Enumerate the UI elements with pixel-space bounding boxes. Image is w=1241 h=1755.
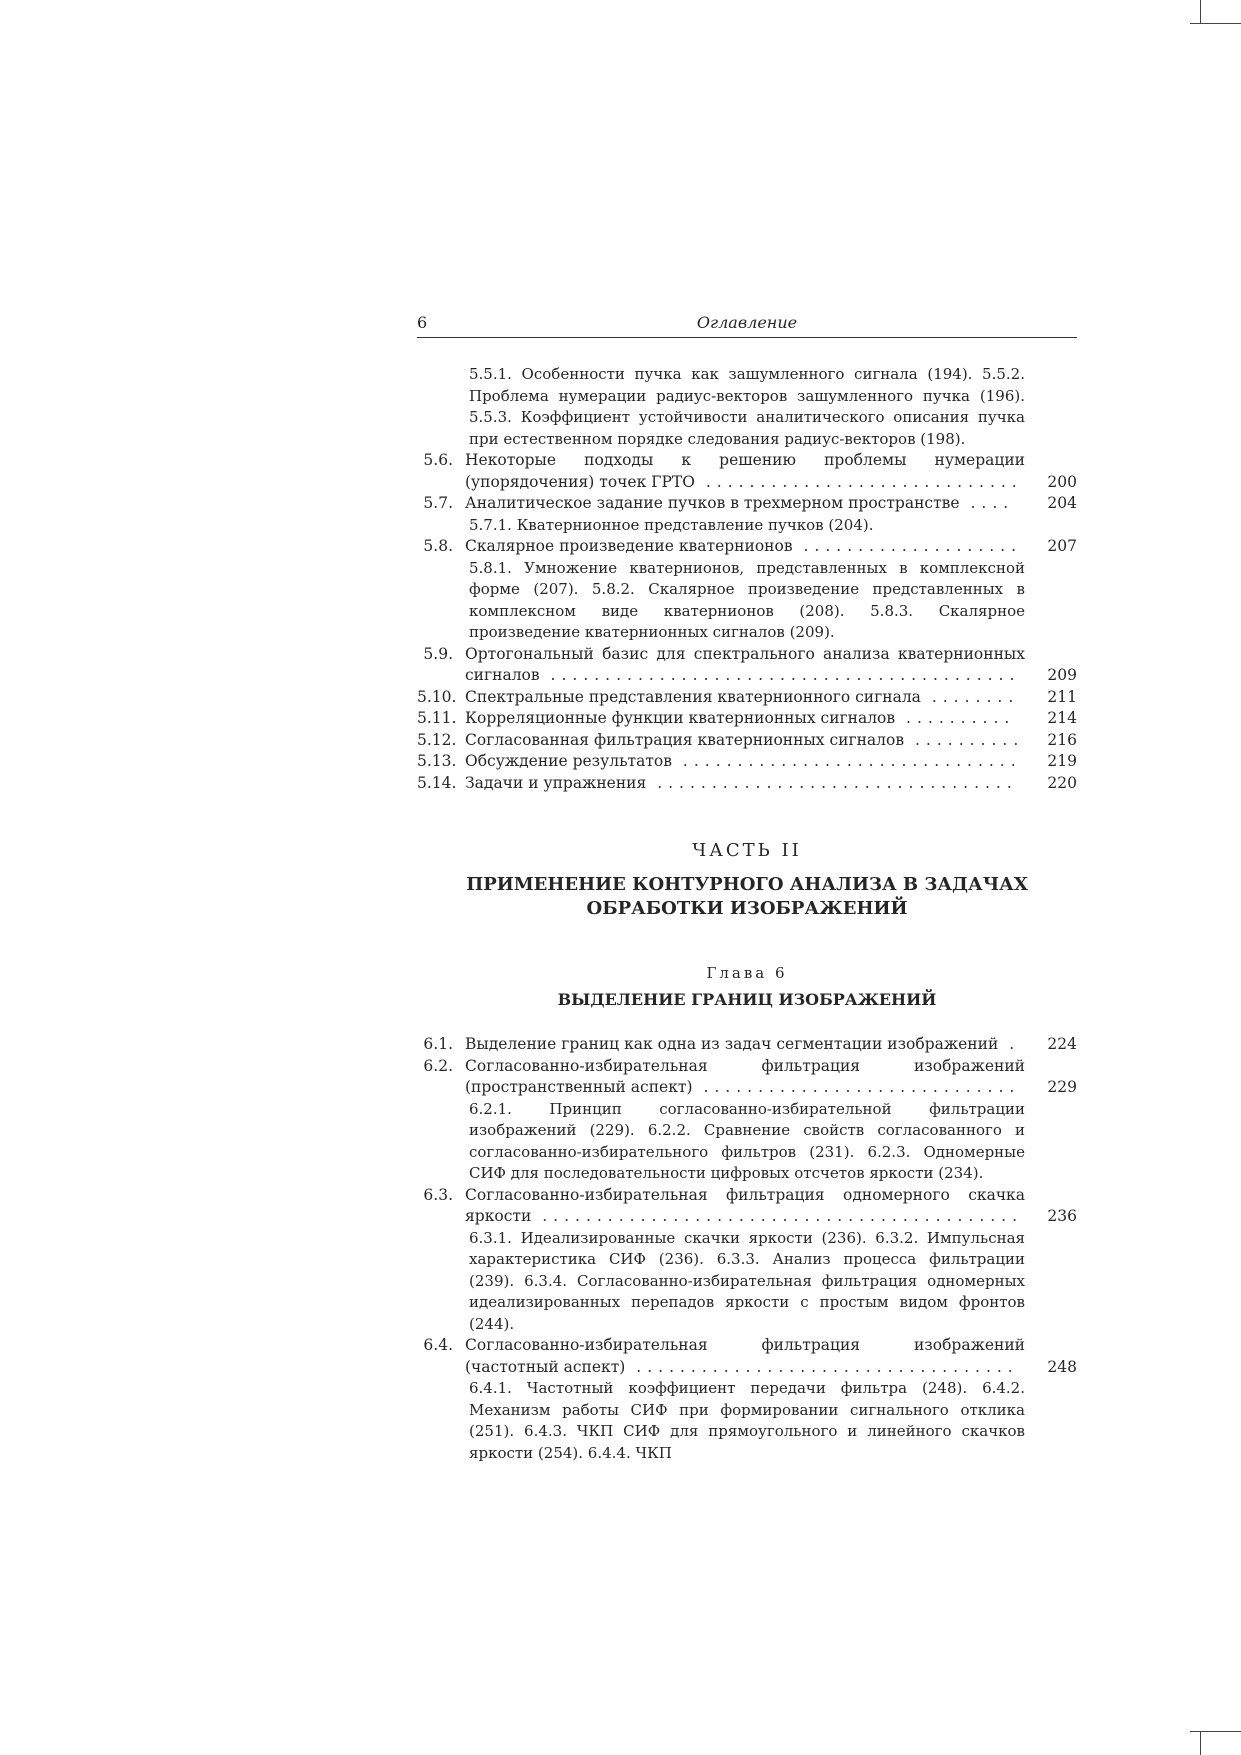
dot-leader: ....................	[792, 537, 1023, 555]
dot-leader: .............................	[692, 1078, 1021, 1096]
toc-entry-title: Согласованно-избирательная фильтрация изображений (частотный аспект)	[465, 1336, 1025, 1376]
toc-entry-title: Ортогональный базис для спектрального анализа кватернионных сигналов	[465, 644, 1025, 684]
dot-leader: .............................	[694, 472, 1023, 491]
toc-entry	[417, 773, 1077, 795]
toc-entry-title: Выделение границ как одна из задач сегментации изображений	[465, 1035, 999, 1053]
toc-entry-page: 248	[1047, 1357, 1077, 1376]
toc-entry-page: 216	[1047, 730, 1077, 749]
toc-entry-number: 6.2.	[423, 1056, 453, 1075]
crop-mark-bottom-horizontal	[1190, 1731, 1241, 1732]
running-title: Оглавление	[696, 313, 798, 332]
toc-entry-title: Аналитическое задание пучков в трехмерном пространстве	[465, 494, 960, 512]
toc-entry-number: 5.10.	[417, 687, 457, 706]
dot-leader: .	[998, 1035, 1021, 1053]
toc-subsections: 6.4.1. Частотный коэффициент передачи фильтра (248). 6.4.2. Механизм работы СИФ при формировании сигнального отклика (251). 6.4.3. ЧКП СИФ для прямоугольного и линейного скачков яркости (254). 6.4.4. ЧКП	[469, 1379, 1025, 1462]
toc-entry-number: 5.14.	[417, 773, 457, 792]
toc-entry	[417, 1056, 1077, 1099]
toc-subsections: 5.5.1. Особенности пучка как зашумленного сигнала (194). 5.5.2. Проблема нумерации радиус-векторов зашумленного пучка (196). 5.5.3. Коэффициент устойчивости аналитического описания пучка при естественном порядке следования радиус-векторов (198).	[469, 365, 1025, 448]
toc-entry-title: Скалярное произведение кватернионов	[465, 537, 793, 555]
part-label: ЧАСТЬ II	[692, 840, 802, 861]
toc-entry-title: Согласованная фильтрация кватернионных сигналов	[465, 730, 905, 749]
toc-entry-title: Некоторые подходы к решению проблемы нумерации (упорядочения) точек ГРТО	[465, 451, 1025, 491]
toc-entry-page: 204	[1047, 494, 1077, 512]
toc-entry	[417, 708, 1077, 730]
crop-mark-bottom-vertical	[1200, 1731, 1201, 1755]
toc-subsections: 5.8.1. Умножение кватернионов, представленных в комплексной форме (207). 5.8.2. Скалярное произведение представленных в комплексном виде кватернионов (208). 5.8.3. Скалярное произведение кватернионных сигналов (209).	[469, 558, 1025, 641]
toc-entry-page: 209	[1047, 666, 1077, 684]
toc-entry-title: Корреляционные функции кватернионных сигналов	[465, 709, 896, 727]
dot-leader: .................................	[646, 773, 1018, 792]
toc-entry-number: 6.3.	[423, 1185, 453, 1204]
dot-leader: ...................................	[625, 1357, 1019, 1376]
toc-entry-page: 211	[1047, 687, 1077, 706]
toc-section-chapter-6	[417, 1034, 1077, 1464]
toc-entry	[417, 1335, 1077, 1378]
toc-entry-number: 5.7.	[423, 494, 453, 512]
toc-entry-number: 5.13.	[417, 752, 457, 770]
toc-subsections: 6.3.1. Идеализированные скачки яркости (236). 6.3.2. Импульсная характеристика СИФ (236). 6.3.3. Анализ процесса фильтрации (239). 6.3.4. Согласованно-избирательная фильтрация одномерных идеализированных перепадов яркости с простым видом фронтов (244).	[469, 1228, 1025, 1333]
toc-entry	[417, 536, 1077, 558]
toc-entry-title: Спектральные представления кватернионного сигнала	[465, 687, 921, 706]
toc-entry-page: 214	[1047, 709, 1077, 727]
crop-mark-top-horizontal	[1190, 23, 1241, 24]
toc-entry-title: Задачи и упражнения	[465, 773, 647, 792]
toc-entry-page: 224	[1047, 1035, 1077, 1053]
toc-entry-page: 220	[1047, 773, 1077, 792]
dot-leader: ..........	[904, 730, 1025, 749]
part-title-line-2: ОБРАБОТКИ ИЗОБРАЖЕНИЙ	[586, 898, 908, 919]
chapter-title: ВЫДЕЛЕНИЕ ГРАНИЦ ИЗОБРАЖЕНИЙ	[557, 990, 937, 1009]
dot-leader: ..........	[895, 709, 1016, 727]
dot-leader: ...............................	[671, 752, 1022, 770]
toc-section-chapter-5	[417, 364, 1077, 794]
toc-entry	[417, 450, 1077, 493]
chapter-label: Глава 6	[706, 964, 788, 982]
toc-entry-number: 6.1.	[423, 1035, 453, 1053]
toc-entry-number: 5.12.	[417, 730, 457, 749]
dot-leader: ........	[920, 687, 1020, 706]
crop-mark-top-vertical	[1200, 0, 1201, 24]
toc-subsections: 5.7.1. Кватернионное представление пучков (204).	[469, 515, 874, 534]
toc-entry	[417, 687, 1077, 709]
dot-leader: ...........................................	[539, 666, 1021, 684]
toc-entry	[417, 493, 1077, 515]
toc-entry	[417, 1185, 1077, 1228]
toc-entry-number: 5.6.	[423, 451, 453, 469]
dot-leader: ............................................	[531, 1207, 1024, 1225]
toc-entry-number: 5.8.	[423, 537, 453, 555]
toc-entry-title: Обсуждение результатов	[465, 752, 672, 770]
toc-entry	[417, 730, 1077, 752]
toc-entry-number: 6.4.	[423, 1336, 453, 1354]
dot-leader: ....	[959, 494, 1015, 512]
toc-entry-number: 5.9.	[423, 644, 453, 663]
toc-entry-title: Согласованно-избирательная фильтрация одномерного скачка яркости	[465, 1185, 1025, 1225]
toc-entry-page: 236	[1047, 1207, 1077, 1225]
toc-entry	[417, 644, 1077, 687]
toc-entry-page: 219	[1047, 752, 1077, 770]
toc-entry	[417, 1034, 1077, 1056]
part-title	[417, 873, 1077, 921]
toc-entry	[417, 751, 1077, 773]
page-number: 6	[417, 313, 428, 332]
toc-entry-page: 200	[1047, 472, 1077, 491]
toc-entry-page: 229	[1047, 1078, 1077, 1096]
toc-entry-title: Согласованно-избирательная фильтрация изображений (пространственный аспект)	[465, 1056, 1025, 1096]
running-header	[417, 313, 1077, 338]
toc-subsections: 6.2.1. Принцип согласованно-избирательной фильтрации изображений (229). 6.2.2. Сравнение свойств согласованного и согласованно-избирательного фильтров (231). 6.2.3. Одномерные СИФ для последовательности цифровых отсчетов яркости (234).	[469, 1099, 1025, 1182]
toc-entry-page: 207	[1047, 537, 1077, 555]
toc-entry-number: 5.11.	[417, 709, 457, 727]
part-title-line-1: ПРИМЕНЕНИЕ КОНТУРНОГО АНАЛИЗА В ЗАДАЧАХ	[466, 874, 1028, 895]
